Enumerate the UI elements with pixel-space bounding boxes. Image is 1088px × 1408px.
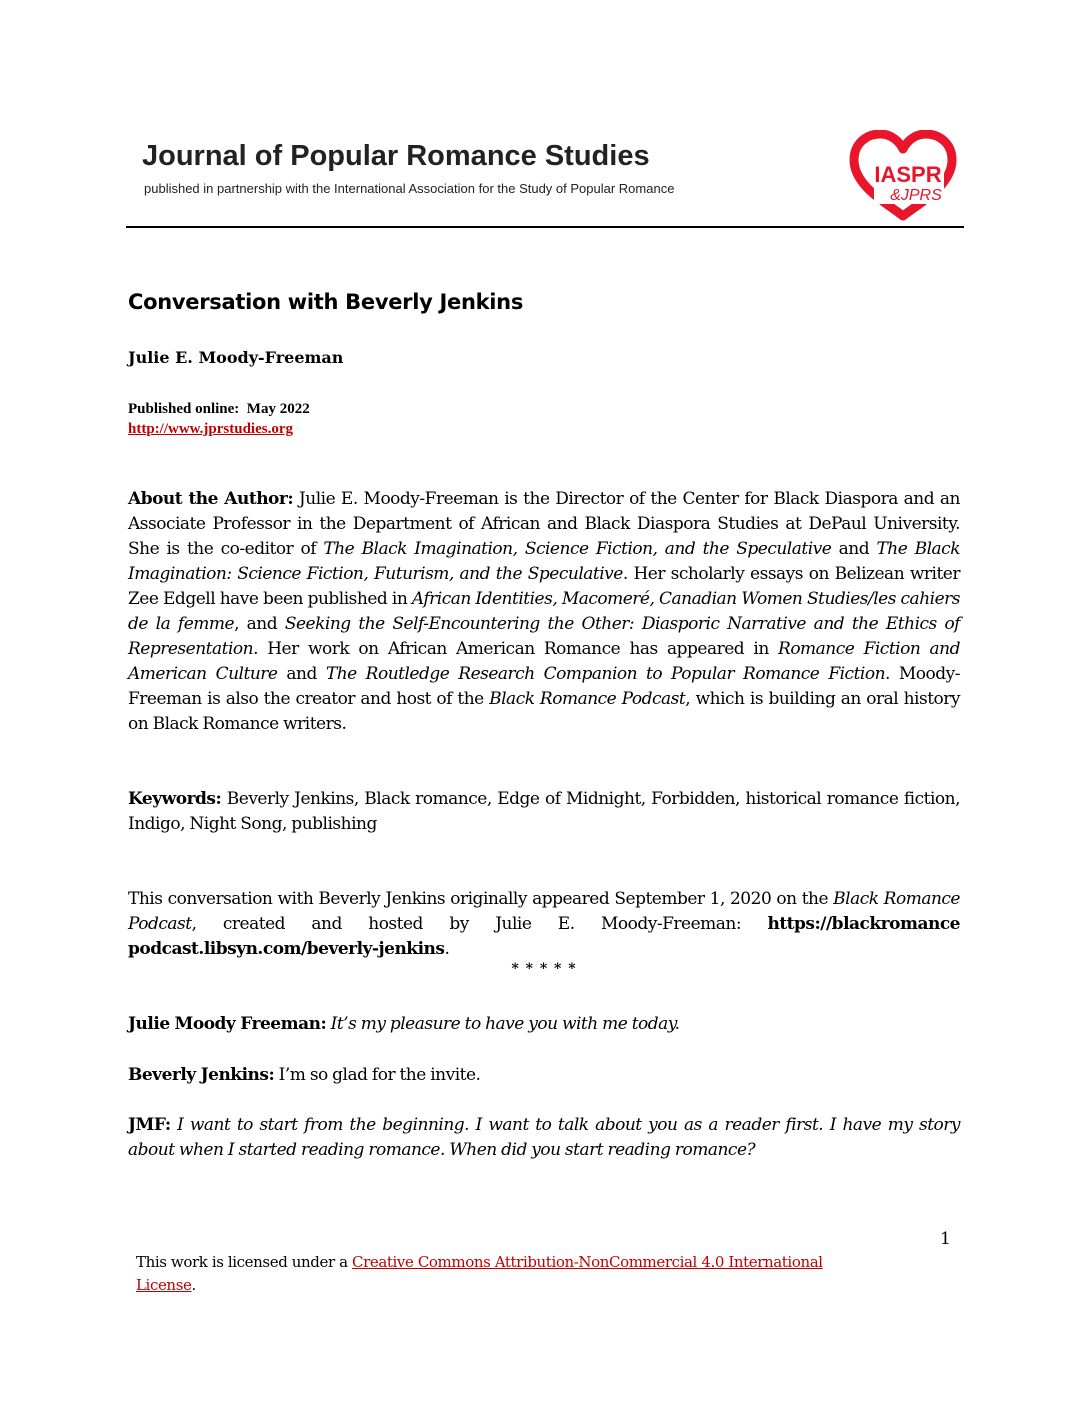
text-segment: , created and hosted by Julie E. Moody-Freeman: [191, 914, 768, 934]
text-segment: African Identities, Macomeré, Canadian Women Studies/les cahiers de la femme [128, 589, 960, 634]
iaspr-heart-logo-icon [848, 130, 958, 222]
journal-title: Journal of Popular Romance Studies [142, 140, 650, 172]
text-segment: , and [234, 614, 285, 634]
text-segment: Black Romance Podcast [489, 689, 686, 709]
article-author: Julie E. Moody-Freeman [128, 348, 344, 367]
speaker-label: JMF: [128, 1115, 171, 1135]
logo-text-top: IASPR [874, 162, 942, 187]
dialogue-line [128, 1063, 960, 1088]
journal-header [126, 130, 964, 228]
keywords-label: Keywords: [128, 789, 222, 809]
license-prefix: This work is licensed under a [136, 1253, 353, 1271]
published-date: May 2022 [246, 401, 310, 417]
text-segment: , which is building an oral history on Black Romance writers. [128, 689, 960, 734]
publication-info [128, 399, 310, 439]
published-line [128, 399, 310, 419]
text-segment: Seeking the Self-Encountering the Other: Diasporic Narrative and the Ethics of Representation [128, 614, 960, 659]
dialogue-line [128, 1012, 960, 1037]
text-segment: . Moody-Freeman is also the creator and host of the [128, 664, 961, 709]
text-segment: The Routledge Research Companion to Popular Romance Fiction [325, 664, 886, 684]
dialogue-text: It’s my pleasure to have you with me today. [326, 1014, 680, 1034]
dialogue-text: I’m so glad for the invite. [274, 1065, 481, 1085]
text-segment: . [444, 939, 450, 959]
text-segment: The Black Imagination, Science Fiction, and the Speculative [323, 539, 832, 559]
text-segment: . Her scholarly essays on Belizean writer Zee Edgell have been published in [128, 564, 960, 609]
origin-text [128, 889, 960, 959]
origin-paragraph [128, 887, 960, 962]
text-segment: . Her work on African American Romance has appeared in [253, 639, 779, 659]
page-number: 1 [940, 1229, 951, 1249]
published-label: Published online: [128, 401, 240, 417]
dialogue-line [128, 1113, 960, 1163]
about-label: About the Author: [128, 489, 294, 509]
article-title: Conversation with Beverly Jenkins [128, 290, 524, 314]
text-segment: Julie E. Moody-Freeman is the Director of the Center for Black Diaspora and an Associate Professor in the Department of African and Black Diaspora Studies at DePaul University. She is the co-editor of [128, 489, 960, 559]
text-segment: https://blackromance podcast.libsyn.com/beverly-jenkins [128, 914, 960, 959]
license-footer [136, 1251, 856, 1297]
dialogue-text: I want to start from the beginning. I want to talk about you as a reader first. I have my story about when I started reading romance. When did you start reading romance? [128, 1115, 960, 1160]
logo-text-bottom: &JPRS [890, 187, 942, 204]
section-separator: * * * * * [511, 961, 577, 977]
journal-subtitle: published in partnership with the International Association for the Study of Popular Romance [144, 181, 675, 196]
speaker-label: Julie Moody Freeman: [128, 1014, 327, 1034]
text-segment: and [831, 539, 877, 559]
text-segment: and [277, 664, 326, 684]
license-link[interactable]: Creative Commons Attribution-NonCommercial 4.0 International License [136, 1253, 823, 1294]
speaker-label: Beverly Jenkins: [128, 1065, 275, 1085]
keywords-text: Beverly Jenkins, Black romance, Edge of Midnight, Forbidden, historical romance fiction, Indigo, Night Song, publishing [128, 789, 960, 834]
text-segment: Romance Fiction and American Culture [128, 639, 960, 684]
about-author-paragraph [128, 487, 960, 737]
about-text [128, 489, 960, 734]
text-segment: The Black Imagination: Science Fiction, Futurism, and the Speculative [128, 539, 960, 584]
text-segment: This conversation with Beverly Jenkins originally appeared September 1, 2020 on the [128, 889, 834, 909]
text-segment: Black Romance Podcast [128, 889, 960, 934]
keywords-paragraph [128, 787, 960, 837]
journal-url-link[interactable]: http://www.jprstudies.org [128, 421, 294, 437]
license-suffix: . [191, 1276, 196, 1294]
